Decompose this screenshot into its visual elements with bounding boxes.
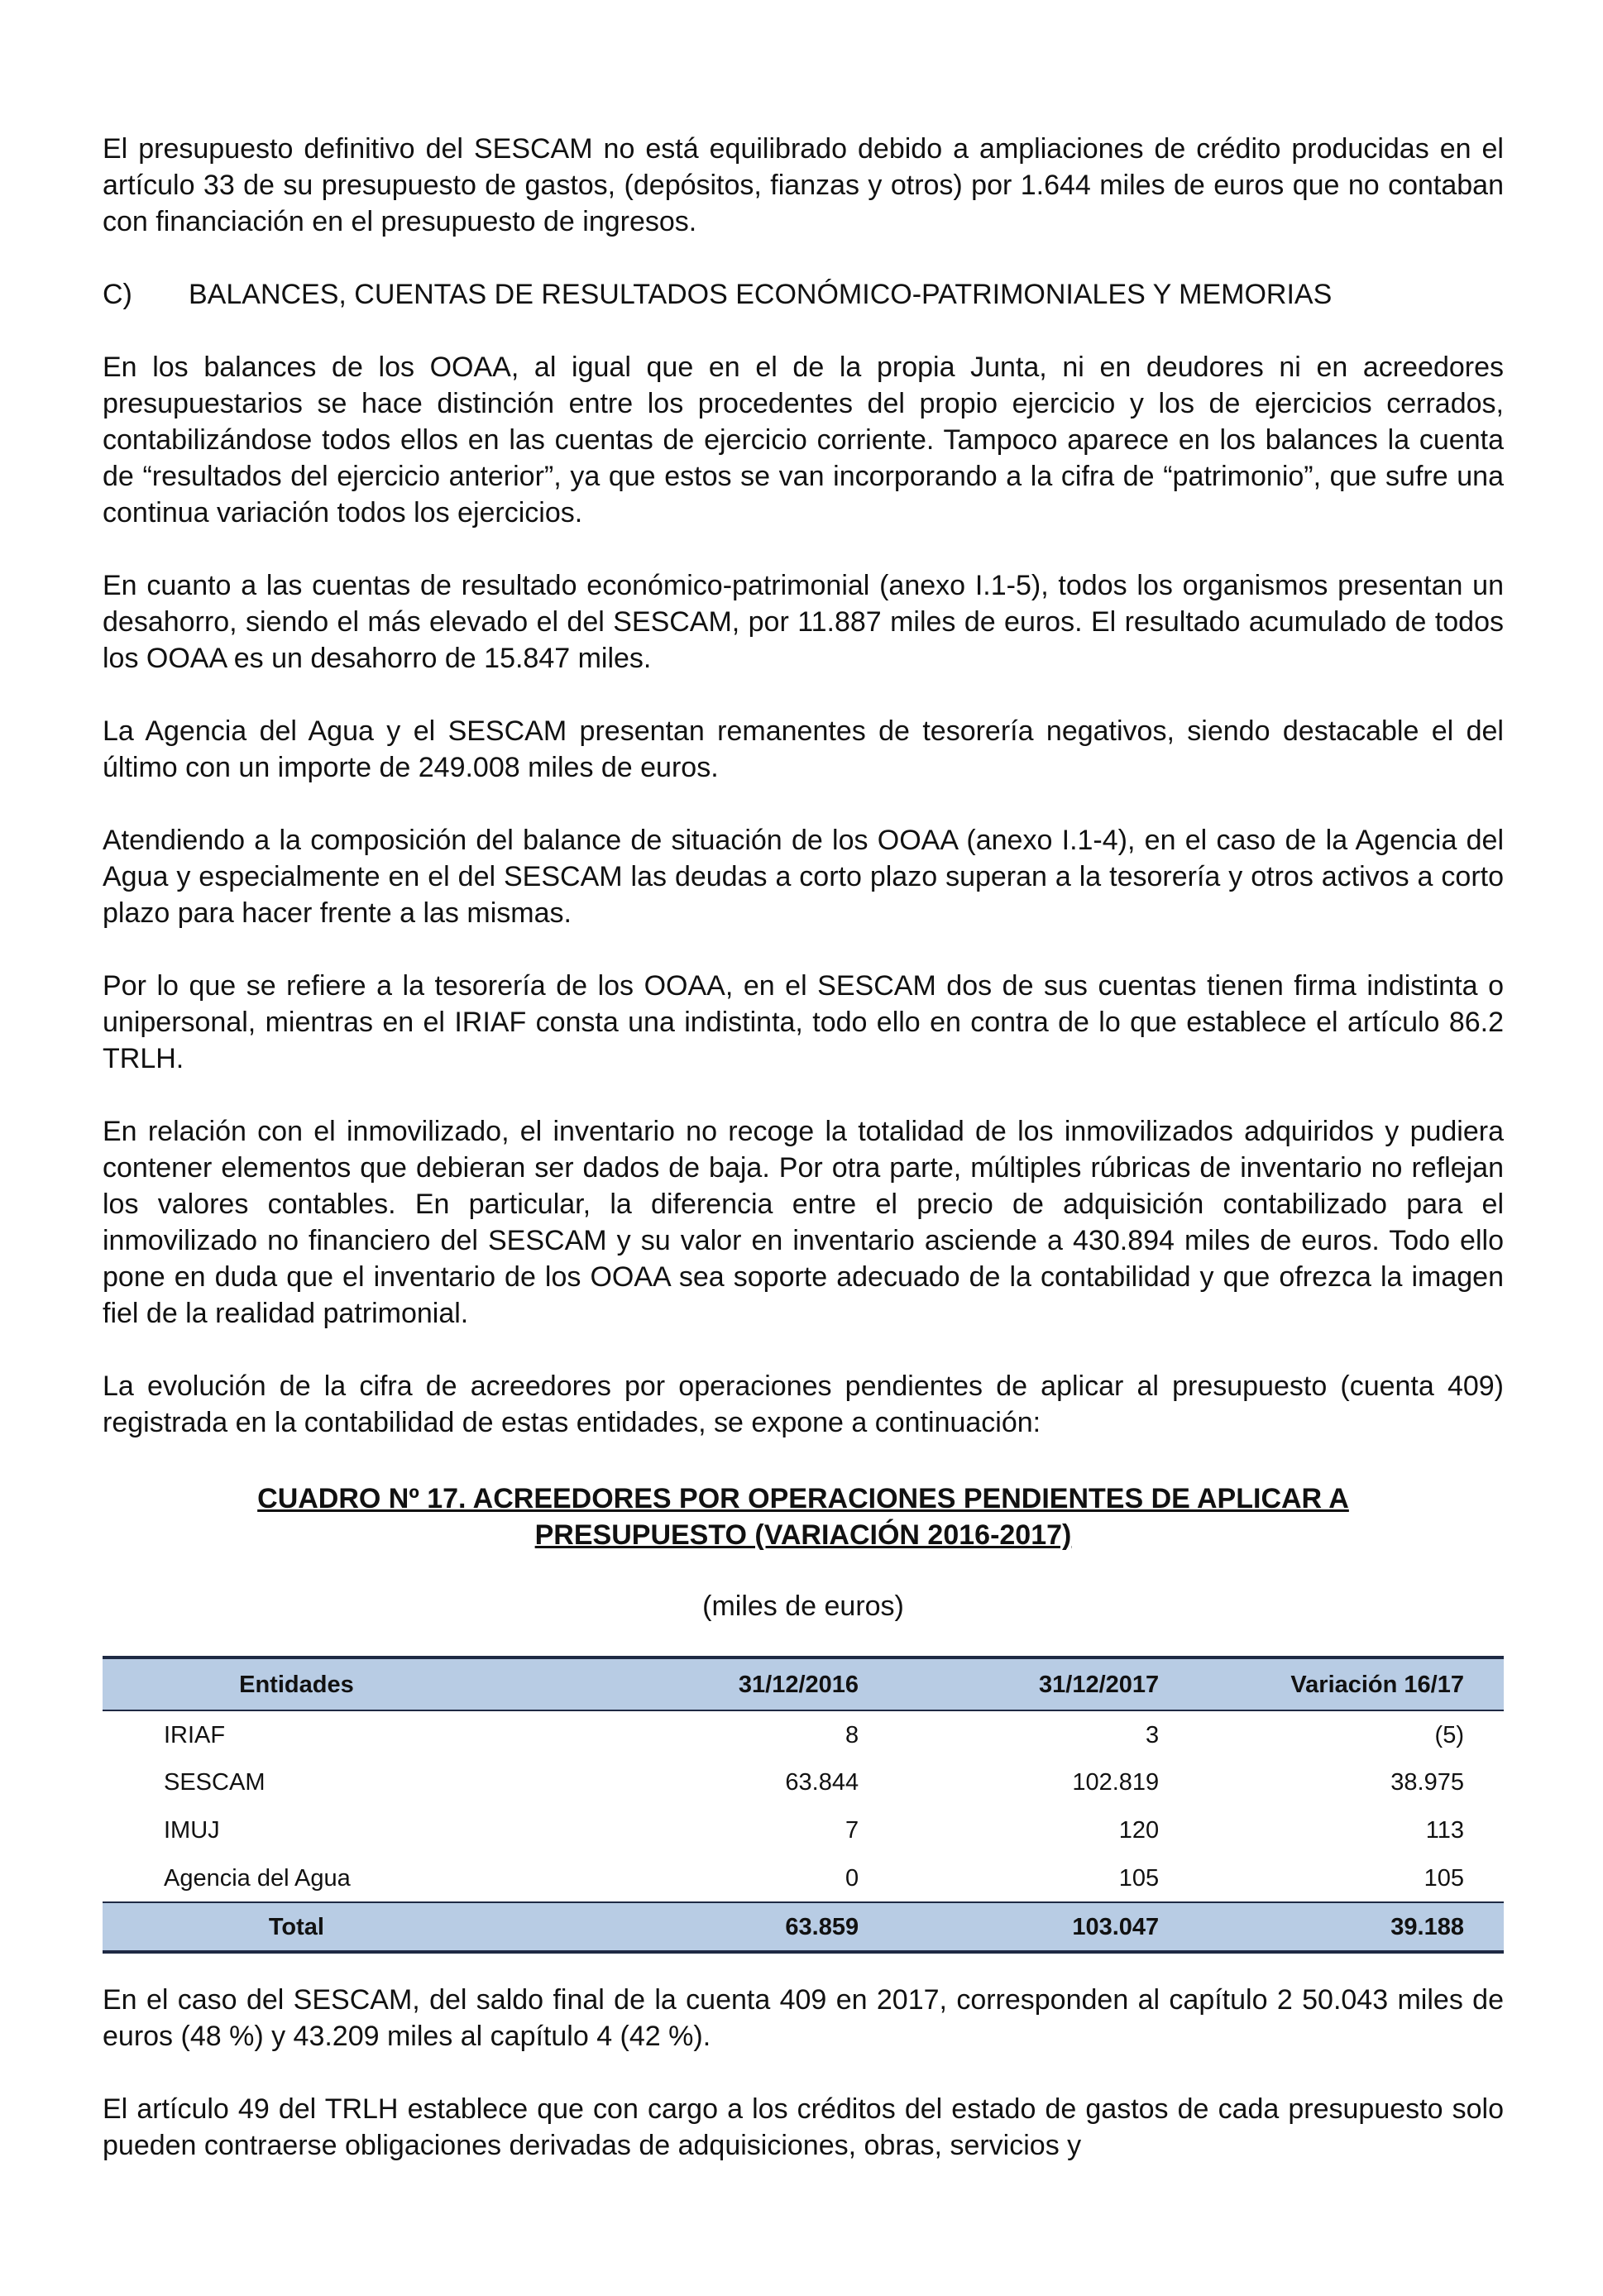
cell-2016: 63.844: [785, 1769, 859, 1796]
header-entidades: Entidades: [239, 1671, 354, 1698]
paragraph-evolucion-acreedores: La evolución de la cifra de acreedores por operaciones pendientes de aplicar al presupuesto (cuenta 409) registrada en la contabilidad de estas entidades, se expone a continuación:: [103, 1370, 1504, 1438]
cell-2017: 105: [1118, 1864, 1160, 1892]
cell-2017: 102.819: [1072, 1769, 1160, 1796]
table-row: [103, 1806, 1504, 1854]
cell-2016: 0: [845, 1864, 859, 1892]
paragraph-presupuesto-sescam: El presupuesto definitivo del SESCAM no está equilibrado debido a ampliaciones de crédito producidas en el artículo 33 de su presupuesto de gastos, (depósitos, fianzas y otros) por 1.644 miles de euros que no contaban con financiación en el presupuesto de ingresos.: [103, 133, 1504, 237]
cell-2016: 7: [845, 1817, 859, 1844]
paragraph-sescam-409: En el caso del SESCAM, del saldo final de la cuenta 409 en 2017, corresponden al capítulo 2 50.043 miles de euros (48 %) y 43.209 miles al capítulo 4 (42 %).: [103, 1984, 1504, 2052]
cell-2017: 120: [1118, 1817, 1160, 1844]
cell-variacion: 38.975: [1390, 1769, 1464, 1796]
cell-entity: SESCAM: [164, 1769, 266, 1796]
document-page: [103, 131, 1504, 2200]
section-title: BALANCES, CUENTAS DE RESULTADOS ECONÓMICO-PATRIMONIALES Y MEMORIAS: [189, 279, 1333, 310]
table-row: [103, 1854, 1504, 1902]
cell-entity: IRIAF: [164, 1721, 226, 1748]
table-row: [103, 1758, 1504, 1806]
paragraph-tesoreria: Por lo que se refiere a la tesorería de los OOAA, en el SESCAM dos de sus cuentas tienen firma indistinta o unipersonal, mientras en el IRIAF consta una indistinta, todo ello en contra de lo que establece el artículo 86.2 TRLH.: [103, 970, 1504, 1074]
table-unit: (miles de euros): [702, 1590, 904, 1622]
table-total-row: [103, 1902, 1504, 1952]
cell-variacion: 105: [1424, 1864, 1464, 1892]
cell-entity: Agencia del Agua: [164, 1864, 351, 1892]
cell-variacion: (5): [1434, 1721, 1464, 1748]
header-2017: 31/12/2017: [1039, 1671, 1160, 1698]
total-2017: 103.047: [1072, 1913, 1160, 1940]
paragraph-remanentes: La Agencia del Agua y el SESCAM presentan remanentes de tesorería negativos, siendo destacable el del último con un importe de 249.008 miles de euros.: [103, 715, 1504, 783]
paragraph-resultado: En cuanto a las cuentas de resultado económico-patrimonial (anexo I.1-5), todos los organismos presentan un desahorro, siendo el más elevado el del SESCAM, por 11.887 miles de euros. El resultado acumulado de todos los OOAA es un desahorro de 15.847 miles.: [103, 570, 1504, 674]
cell-entity: IMUJ: [164, 1817, 220, 1844]
total-label: Total: [268, 1913, 324, 1940]
cell-2016: 8: [845, 1721, 859, 1748]
table-row: [103, 1710, 1504, 1758]
paragraph-articulo-49: El artículo 49 del TRLH establece que con cargo a los créditos del estado de gastos de cada presupuesto solo pueden contraerse obligaciones derivadas de adquisiciones, obras, servicios y: [103, 2093, 1504, 2161]
paragraph-balances: En los balances de los OOAA, al igual que en el de la propia Junta, ni en deudores ni en acreedores presupuestarios se hace distinción entre los procedentes del propio ejercicio y los de ejercicios cerrados, contabilizándose todos ellos en las cuentas de ejercicio corriente. Tampoco aparece en los balances la cuenta de “resultados del ejercicio anterior”, ya que estos se van incorporando a la cifra de “patrimonio”, que sufre una continua variación todos los ejercicios.: [103, 352, 1504, 529]
table-header-row: [103, 1657, 1504, 1710]
total-2016: 63.859: [785, 1913, 859, 1940]
paragraph-balance-situacion: Atendiendo a la composición del balance de situación de los OOAA (anexo I.1-4), en el caso de la Agencia del Agua y especialmente en el del SESCAM las deudas a corto plazo superan a la tesorería y otros activos a corto plazo para hacer frente a las mismas.: [103, 825, 1504, 929]
cell-2017: 3: [1146, 1721, 1160, 1748]
total-variacion: 39.188: [1390, 1913, 1464, 1940]
section-letter: C): [103, 279, 132, 310]
cell-variacion: 113: [1425, 1817, 1464, 1844]
section-heading: [103, 276, 1504, 313]
acreedores-table: [103, 1656, 1504, 1954]
paragraph-inmovilizado: En relación con el inmovilizado, el inventario no recoge la totalidad de los inmovilizados adquiridos y pudiera contener elementos que debieran ser dados de baja. Por otra parte, múltiples rúbricas de inventario no reflejan los valores contables. En particular, la diferencia entre el precio de adquisición contabilizado para el inmovilizado no financiero del SESCAM y su valor en inventario asciende a 430.894 miles de euros. Todo ello pone en duda que el inventario de los OOAA sea soporte adecuado de la contabilidad y que ofrezca la imagen fiel de la realidad patrimonial.: [103, 1116, 1504, 1329]
header-2016: 31/12/2016: [738, 1671, 859, 1698]
table-title: CUADRO Nº 17. ACREEDORES POR OPERACIONES PENDIENTES DE APLICAR A PRESUPUESTO (VARIACIÓN 2016-2017): [257, 1483, 1349, 1551]
header-variacion: Variación 16/17: [1290, 1671, 1464, 1698]
